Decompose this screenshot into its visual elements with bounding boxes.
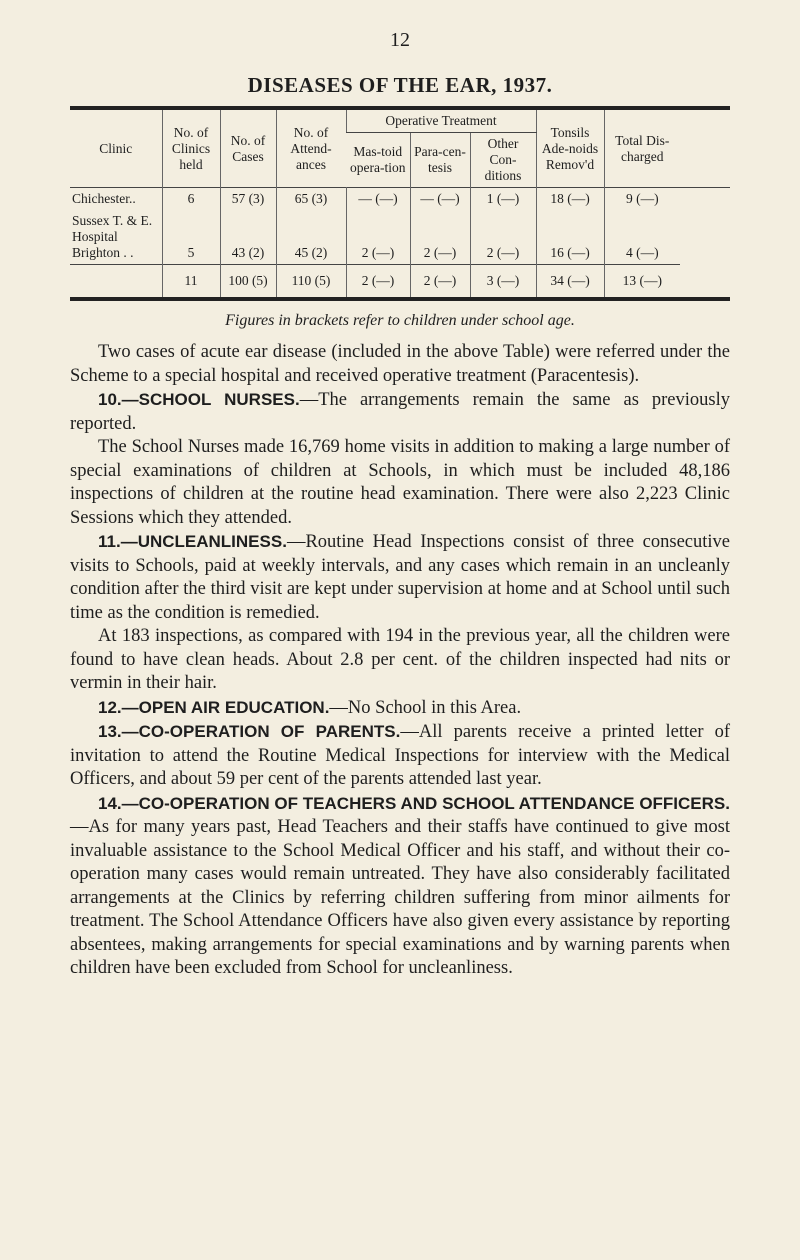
cell-empty xyxy=(70,265,162,300)
page-title: DISEASES OF THE EAR, 1937. xyxy=(247,73,553,97)
header-operative-treatment: Operative Treatment xyxy=(346,108,536,133)
total-discharged: 13 (—) xyxy=(604,265,680,300)
cell-tonsils: 16 (—) xyxy=(536,210,604,265)
totals-row xyxy=(70,265,730,300)
paragraph-text: At 183 inspections, as compared with 194 in the previous year, all the children were found to have clean heads. About 2.8 per cent. of the children inspected had nits or vermin in their hair. xyxy=(70,626,730,693)
cell-attendances: 65 (3) xyxy=(276,188,346,211)
total-paracentesis: 2 (—) xyxy=(410,265,470,300)
total-attendances: 110 (5) xyxy=(276,265,346,300)
cell-mastoid: — (—) xyxy=(346,188,410,211)
total-held: 11 xyxy=(162,265,220,300)
cell-cases: 43 (2) xyxy=(220,210,276,265)
cell-paracentesis: — (—) xyxy=(410,188,470,211)
total-cases: 100 (5) xyxy=(220,265,276,300)
paragraph xyxy=(70,388,730,436)
page-number: 12 xyxy=(390,29,410,51)
header-total: Total Dis-charged xyxy=(604,108,680,188)
paragraph xyxy=(70,720,730,792)
paragraph-text: —As for many years past, Head Teachers and their staffs have continued to give most invaluable assistance to the School Medical Officer and his staff, and without their co-operation many cases would remain untreated. They have also considerably facilitated arrangements at the Clinics by referring children suffering from minor ailments for treatment. The School Attendance Officers have also given every assistance by reporting absentees, making arrangements for special examinations and by warning parents when children have been excluded from School for uncleanliness. xyxy=(70,817,730,978)
page xyxy=(70,0,730,1001)
header-clinics-held: No. of Clinics held xyxy=(162,108,220,188)
cell-held: 6 xyxy=(162,188,220,211)
paragraph-text: —All parents receive a printed letter of invitation to attend the Routine Medical Inspections for interview with the Medical Officers, and about 59 per cent of the parents attended last year. xyxy=(70,722,731,789)
paragraph-text: —Routine Head Inspections consist of three consecutive visits to Schools, paid at weekly intervals, and any cases which remain in an uncleanly condition after the third visit are kept under supervision at home and at School until such time as the condition is remedied. xyxy=(70,532,730,623)
section-heading: 14.—CO-OPERATION OF TEACHERS AND SCHOOL ATTENDANCE OFFICERS. xyxy=(98,793,730,813)
paragraph xyxy=(70,436,730,530)
cell-paracentesis: 2 (—) xyxy=(410,210,470,265)
paragraph-text: —No School in this Area. xyxy=(329,697,522,718)
total-tonsils: 34 (—) xyxy=(536,265,604,300)
table-caption: Figures in brackets refer to children under school age. xyxy=(225,312,575,329)
cell-clinic: Sussex T. & E. Hospital Brighton . . xyxy=(72,213,153,260)
paragraph xyxy=(70,625,730,696)
section-heading: 11.—UNCLEANLINESS. xyxy=(98,532,287,551)
cell-other: 2 (—) xyxy=(470,210,536,265)
cell-total: 4 (—) xyxy=(604,210,680,265)
header-tonsils: Tonsils Ade-noids Remov'd xyxy=(536,108,604,188)
header-cases: No. of Cases xyxy=(220,108,276,188)
paragraph-text: The School Nurses made 16,769 home visits in addition to making a large number of special examinations of children at Schools, in which must be included 48,186 inspections of children at the routine head examination. There were also 2,223 Clinic Sessions which they attended. xyxy=(70,437,730,528)
section-heading: 13.—CO-OPERATION OF PARENTS. xyxy=(98,722,401,741)
header-other: Other Con-ditions xyxy=(470,133,536,188)
cell-mastoid: 2 (—) xyxy=(346,210,410,265)
table-row xyxy=(70,188,730,211)
paragraph xyxy=(70,341,730,388)
paragraph xyxy=(70,696,730,721)
cell-tonsils: 18 (—) xyxy=(536,188,604,211)
paragraph xyxy=(70,530,730,625)
cell-total: 9 (—) xyxy=(604,188,680,211)
cell-attendances: 45 (2) xyxy=(276,210,346,265)
header-paracentesis: Para-cen-tesis xyxy=(410,133,470,188)
cell-clinic: Chichester.. xyxy=(72,191,136,206)
header-attendances: No. of Attend-ances xyxy=(276,108,346,188)
total-other: 3 (—) xyxy=(470,265,536,300)
paragraph-text: Two cases of acute ear disease (included in the above Table) were referred under the Scheme to a special hospital and received operative treatment (Paracentesis). xyxy=(70,342,730,386)
paragraph-text: —The arrangements remain the same as previously reported. xyxy=(70,390,730,434)
cell-cases: 57 (3) xyxy=(220,188,276,211)
ear-diseases-table xyxy=(70,106,730,301)
paragraph xyxy=(70,792,730,981)
section-heading: 12.—OPEN AIR EDUCATION. xyxy=(98,697,330,717)
header-mastoid: Mas-toid opera-tion xyxy=(350,144,406,175)
section-heading: 10.—SCHOOL NURSES. xyxy=(98,390,300,409)
body-text xyxy=(70,341,730,981)
table-row xyxy=(70,210,730,265)
header-clinic: Clinic xyxy=(99,140,133,156)
cell-other: 1 (—) xyxy=(470,188,536,211)
total-mastoid: 2 (—) xyxy=(346,265,410,300)
cell-held: 5 xyxy=(162,210,220,265)
